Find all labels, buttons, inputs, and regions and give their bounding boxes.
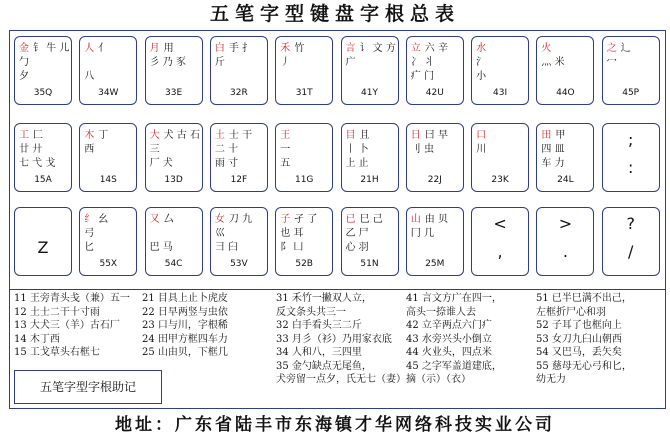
key-radicals: 丁 [98,130,109,141]
key-symbol: : [627,158,634,177]
key-35q [14,36,72,105]
key-42u [406,36,464,105]
key-code: 42U [425,88,444,98]
key-radicals: 亻 [98,43,109,54]
key-main-radical: 人 [84,43,95,54]
key-53v [210,207,268,276]
key-15a [14,123,72,192]
key-line-2: 西 [84,144,95,155]
key-25m [406,207,464,276]
key-main-radical: 目 [345,130,356,141]
key-radicals: 手 扌 [228,43,253,54]
key-code: 24L [557,175,574,185]
key-line-3: 车 力 [541,158,565,169]
key-radicals: 讠 文 方 [359,43,396,54]
key-line-2: 三 [149,144,160,155]
key-code: 14S [99,175,117,185]
mnemonic-line: 34 人和八，三四里 [276,347,362,358]
mnemonic-line: 犬旁留一点夕，氏无七（妻） [276,374,406,385]
key-main-radical: 木 [84,130,95,141]
key-main-radical: 之 [606,43,617,54]
key-line-1 [476,42,525,55]
key-14s [79,123,137,192]
mnemonic-column-2 [142,292,228,360]
key-line-1 [150,129,199,142]
mnemonic-line: 14 木丁西 [14,333,60,345]
key-line-2: 乙 尸 [345,228,369,239]
key-line-1 [541,129,590,142]
key-line-2: 冂 几 [410,228,434,239]
key-line-1 [541,42,590,55]
key-line-3: 心 羽 [345,242,369,253]
mnemonic-line: 44 火业头，四点米 [406,347,492,358]
key-code: 54C [164,259,183,269]
key-main-radical: 山 [410,214,421,225]
key-line-2: 二 十 [214,144,239,155]
key-line-3: 匕 [84,242,95,253]
key-code: 51N [360,259,379,269]
key-line-2: 四 皿 [541,144,565,155]
key-line-3: 五 [280,158,291,169]
mnemonic-line: 25 山由贝，下框几 [142,347,228,358]
key-> [536,207,594,276]
key-line-2: 冫 丬 [410,57,434,68]
key-radicals: 巳 己 [359,214,383,225]
key-symbol: , [497,242,503,261]
key-code: 13D [164,175,183,185]
key-line-3: 小 [476,71,487,82]
mnemonic-line: 31 禾竹一撇双人立， [276,293,372,304]
key-line-1 [150,42,199,55]
key-line-2: 彡 乃 豕 [149,57,186,68]
mnemonic-line: 反文条头共三一 [276,306,346,318]
mnemonic-line: 35 金勺缺点无尾鱼， [276,360,372,372]
key-main-radical: 女 [214,214,225,225]
mnemonic-line: 22 日早两竖与虫依 [142,306,228,318]
key-line-2: 勹 [19,57,29,68]
key-line-3: 厂 犬 [149,158,173,169]
key-main-radical: 火 [541,43,552,54]
key-line-1 [150,213,199,226]
key-line-1 [19,42,68,55]
key-radicals: 士 干 [228,130,253,141]
key-31t [275,36,333,105]
mnemonic-line: 54 又巴马，丢矢矣 [536,347,622,358]
key-code: 34W [98,88,119,98]
key-? [602,207,660,276]
mnemonic-line: 12 土士二干十寸雨 [14,306,100,318]
key-line-2: 刂 虫 [410,144,434,155]
key-radicals: 用 [163,43,174,54]
key-43i [471,36,529,105]
key-line-1 [84,129,133,142]
key-main-radical: 日 [410,130,421,141]
key-line-1 [346,42,395,55]
key-33e [145,36,203,105]
key-code: 35Q [33,88,53,98]
key-line-1 [215,129,264,142]
mnemonic-line: 51 已半巳满不出己， [536,293,632,304]
key-radicals: 甲 [555,130,566,141]
key-main-radical: 王 [280,130,291,141]
mnemonic-line: 24 田甲方框四车力 [142,333,228,345]
key-shift-symbol: ; [627,130,634,149]
key-line-1 [215,42,264,55]
key-radicals: 曰 早 [424,130,448,141]
key-main-radical: 金 [19,43,29,54]
key-code: 44O [556,88,575,98]
key-12f [210,123,268,192]
key-line-2: 也 耳 [280,228,304,239]
key-main-radical: 水 [476,43,487,54]
key-radicals: 幺 [98,214,109,225]
mnemonic-line: 55 慈母无心弓和匕， [536,360,632,372]
key-24l [536,123,594,192]
key-line-1 [411,129,460,142]
key-line-2: 冖 [606,57,617,68]
key-shift-symbol: < [493,214,507,233]
key-34w [79,36,137,105]
key-55x [79,207,137,276]
key-main-radical: 又 [149,214,160,225]
key-code: 21H [360,175,379,185]
key-shift-symbol: > [558,214,573,233]
key-line-1 [280,213,329,226]
mnemonic-line: 53 女刀九臼山朝西 [536,333,622,345]
key-13d [145,123,203,192]
key-main-radical: 已 [345,214,356,225]
key-line-3: 彐 臼 [214,242,239,253]
key-code: 41Y [361,88,378,98]
key-code: 45P [622,88,640,98]
key-; [602,123,660,192]
key-line-1 [346,213,395,226]
key-line-3: 上 止 [345,158,369,169]
mnemonic-line: 11 王旁青头戋（兼）五一 [14,293,130,304]
key-line-3: 雨 寸 [214,158,239,169]
key-line-1 [476,129,525,142]
key-45p [602,36,660,105]
key-line-2: 一 [280,144,291,155]
key-line-1 [84,213,133,226]
key-41y [341,36,399,105]
key-line-3: 巴 马 [149,242,173,253]
key-line-2: 川 [476,144,487,155]
key-11g [275,123,333,192]
mnemonic-line: 左框折尸心和羽 [536,306,606,318]
key-code: 15A [34,175,52,185]
mnemonic-line: 13 大犬三（羊）古石厂 [14,320,120,331]
key-code: 32R [230,88,248,98]
company-address: 地址：广东省陆丰市东海镇才华网络科技实业公司 [115,415,555,435]
key-line-1 [411,213,460,226]
key-main-radical: 大 [149,130,160,141]
key-line-2: 廿 廾 [19,144,43,155]
key-line-1 [607,42,656,55]
mnemonic-column-3 [276,292,406,387]
key-line-2: 巛 [214,228,225,239]
key-letter: Z [37,238,49,257]
keyboard-chart [9,30,666,290]
mnemonic-panel [9,289,666,409]
key-radicals: 且 [359,130,370,141]
key-line-1 [215,213,264,226]
key-code: 33E [165,88,183,98]
mnemonic-line: 33 月彡（衫）乃用家衣底 [276,333,392,345]
key-51n [341,207,399,276]
mnemonic-line: 幼无力 [536,374,566,385]
key-line-1 [84,42,133,55]
key-main-radical: 月 [149,43,160,54]
key-line-2: 广 [345,57,356,68]
key-main-radical: 言 [345,43,356,54]
key-code: 22J [427,175,442,185]
key-44o [536,36,594,105]
key-code: 11G [294,175,314,185]
key-code: 53V [230,259,248,269]
mnemonic-line: 52 子耳了也框向上 [536,320,622,331]
key-z [14,207,72,276]
mnemonic-column-1 [14,292,130,360]
mnemonic-line: 43 水旁兴头小倒立 [406,333,492,345]
mnemonic-badge: 五笔字型字根助记 [14,370,162,404]
key-line-2: 斤 [214,57,225,68]
key-code: 55X [99,259,118,269]
mnemonic-line: 42 立辛两点六门疒 [406,320,492,331]
key-line-2: 丨 卜 [345,144,369,155]
mnemonic-line: 21 目具上止卜虎皮 [142,293,228,304]
key-line-2: 弓 [84,228,95,239]
mnemonic-line: 45 之字军盖道建底， [406,360,502,372]
key-23k [471,123,529,192]
mnemonic-line: 41 言文方广在四一， [406,293,502,304]
key-54c [145,207,203,276]
key-line-1 [280,129,329,142]
key-< [471,207,529,276]
key-code: 43I [493,88,508,98]
key-line-2: 灬 米 [541,57,565,68]
key-line-2: 氵 [476,57,487,68]
mnemonic-line: 15 工戈草头右框七 [14,347,100,358]
key-main-radical: 口 [476,130,487,141]
key-52b [275,207,333,276]
key-radicals: 钅 牛 儿 [33,43,70,54]
key-line-2: 丿 [280,57,291,68]
mnemonic-line: 23 口与川，字根稀 [142,320,228,331]
key-main-radical: 子 [280,214,291,225]
key-21h [341,123,399,192]
key-code: 25M [425,259,445,269]
key-radicals: 六 辛 [424,43,448,54]
mnemonic-column-4 [406,292,502,387]
key-22j [406,123,464,192]
mnemonic-line: 摘（示）（衣） [406,374,471,385]
key-line-3: 七 弋 戈 [19,158,56,169]
key-line-3: 八 [84,71,95,82]
key-32r [210,36,268,105]
key-radicals: 厶 [163,214,174,225]
key-code: 52B [295,259,313,269]
key-symbol: / [627,242,634,261]
key-main-radical: 纟 [84,214,95,225]
key-line-3: 夕 [19,71,29,82]
key-main-radical: 白 [214,43,225,54]
mnemonic-line: 高头一捺谁人去 [406,306,476,318]
mnemonic-line: 32 白手看头三二斤 [276,320,362,331]
key-main-radical: 立 [410,43,421,54]
key-main-radical: 禾 [280,43,291,54]
key-radicals: 孑 了 [294,214,318,225]
key-code: 31T [295,88,313,98]
key-shift-symbol: ? [626,214,635,233]
key-main-radical: 田 [541,130,552,141]
key-radicals: 辶 [620,43,631,54]
key-line-3: 疒 门 [410,71,434,82]
page-title: 五笔字型键盘字根总表 [209,3,460,25]
key-line-1 [19,129,68,142]
key-radicals: 刀 九 [228,214,253,225]
key-main-radical: 土 [214,130,225,141]
key-code: 12F [230,175,248,185]
key-radicals: 由 贝 [424,214,448,225]
key-line-1 [411,42,460,55]
key-main-radical: 工 [19,130,29,141]
key-line-3: 阝 凵 [280,242,304,253]
key-line-1 [346,129,395,142]
key-radicals: 竹 [294,43,305,54]
key-radicals: 犬 古 石 [163,130,200,141]
key-symbol: . [562,242,568,261]
key-radicals: 匚 [33,130,43,141]
key-code: 23K [491,175,509,185]
mnemonic-column-5 [536,292,632,387]
key-line-1 [280,42,329,55]
